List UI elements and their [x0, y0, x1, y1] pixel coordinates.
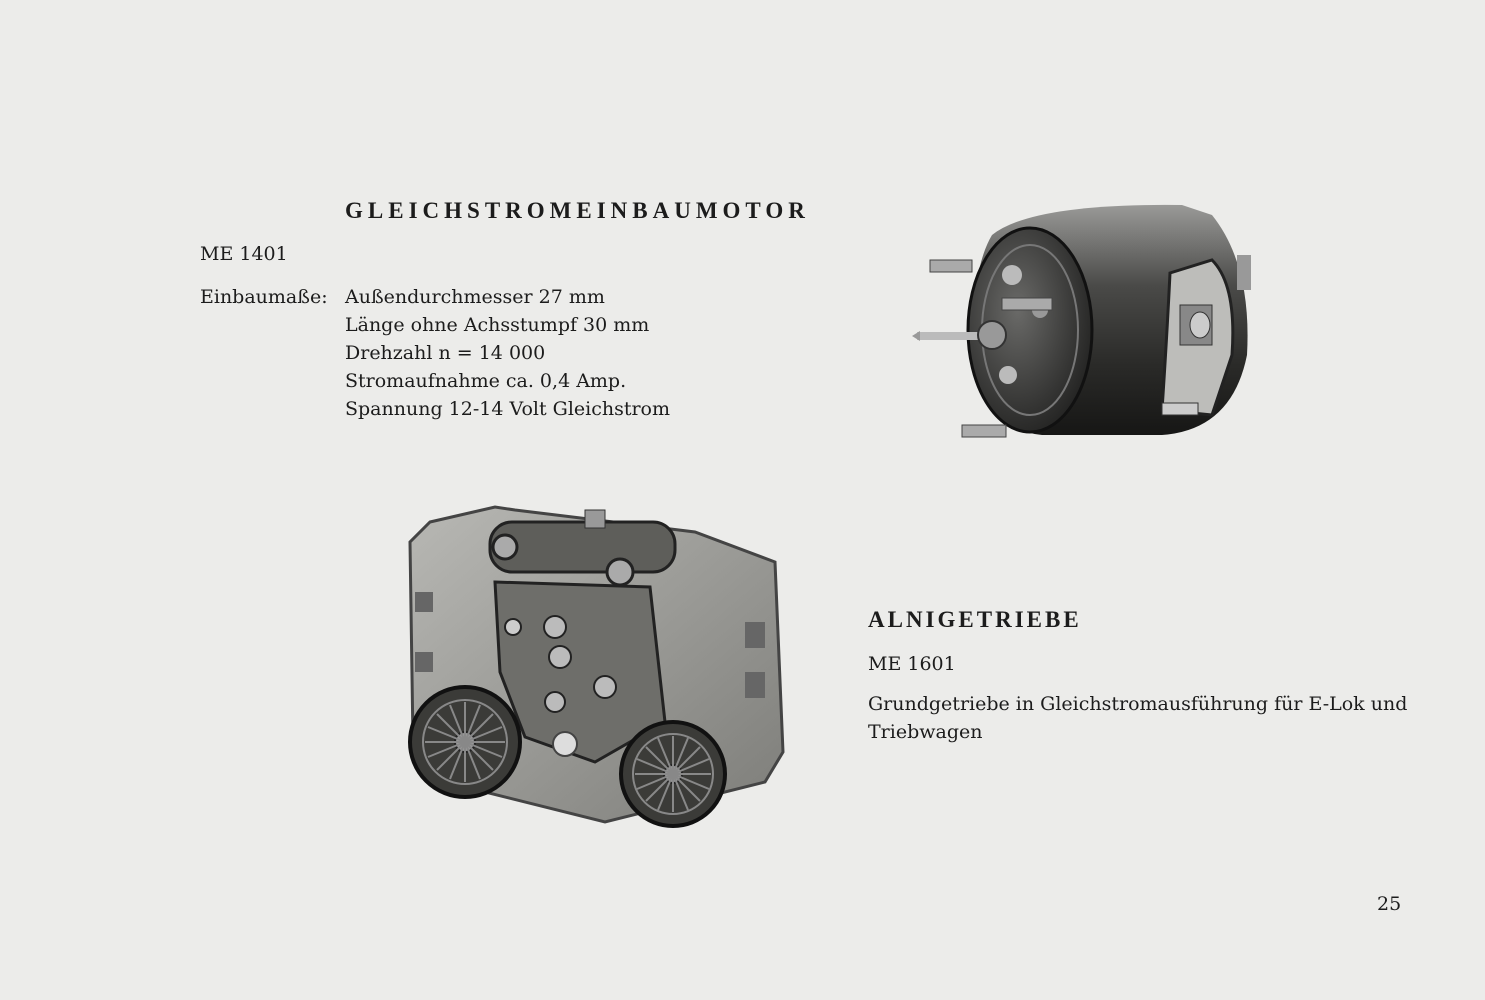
motor-title: GLEICHSTROMEINBAUMOTOR: [345, 198, 810, 223]
page-number: 25: [1377, 893, 1402, 915]
motor-specs: [200, 283, 670, 423]
spec-item: Länge ohne Achsstumpf 30 mm: [345, 314, 650, 336]
gear-description: Grundgetriebe in Gleichstromausführung für E-Lok und Triebwagen: [868, 693, 1408, 743]
gear-title: ALNIGETRIEBE: [868, 607, 1082, 632]
gearbox-photo: [405, 502, 790, 847]
wheel-left: [410, 687, 520, 797]
motor-photo: [912, 185, 1272, 450]
spec-item: Drehzahl n = 14 000: [345, 342, 546, 364]
spec-item: Außendurchmesser 27 mm: [345, 286, 605, 308]
wheel-right: [621, 722, 725, 826]
spec-item: Spannung 12-14 Volt Gleichstrom: [345, 398, 671, 420]
gear-code: ME 1601: [868, 653, 956, 675]
motor-code: ME 1401: [200, 243, 288, 265]
spec-item: Stromaufnahme ca. 0,4 Amp.: [345, 370, 627, 392]
specs-label: Einbaumaße:: [200, 286, 328, 308]
